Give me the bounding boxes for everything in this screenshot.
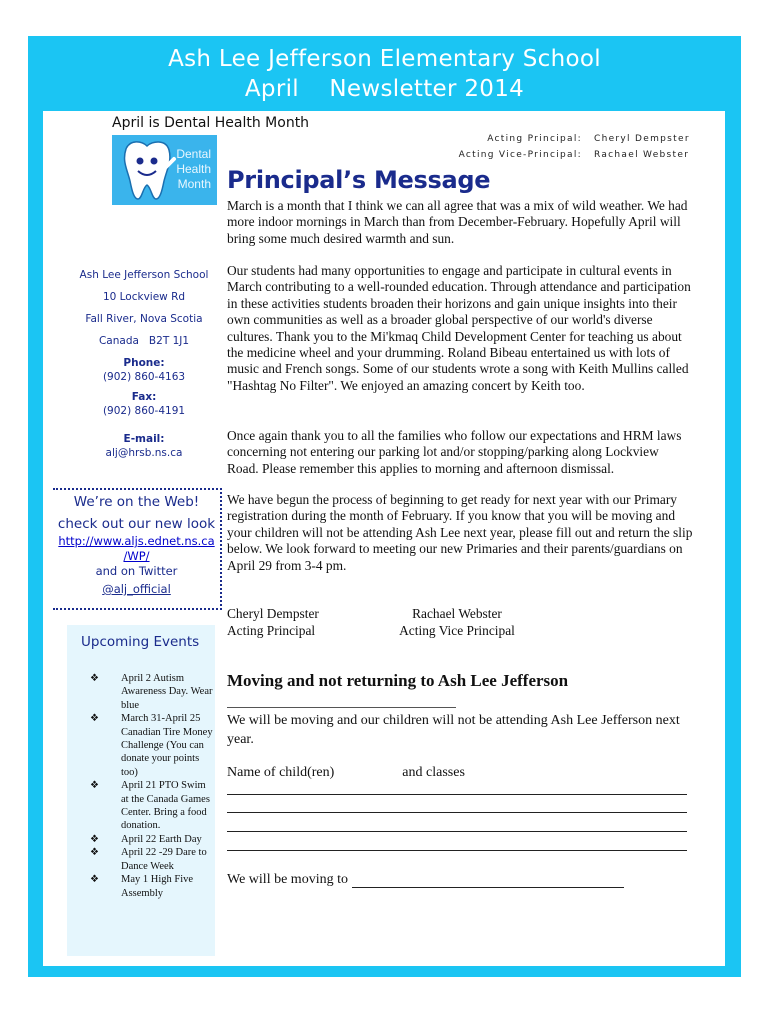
diamond-bullet-icon: ❖: [90, 780, 99, 792]
fax-block: [58, 390, 230, 418]
list-item: ❖ April 21 PTO Swim at the Canada Games Center. Bring a food donation.: [90, 780, 210, 832]
list-item: ❖ April 2 Autism Awareness Day. Wear blue: [90, 673, 213, 711]
principal-signature: Cheryl Dempster Acting Principal: [227, 606, 319, 638]
street-address: 10 Lockview Rd: [102, 291, 186, 303]
tooth-icon: [116, 137, 178, 203]
fax-label: Fax:: [131, 391, 157, 403]
principal-message-title: Principal’s Message: [227, 166, 491, 194]
child-name-line[interactable]: [227, 831, 687, 832]
message-paragraph: Our students had many opportunities to engage and participate in cultural events in March contributing to a well-rounded education. Through attendance and participation in these activities students broaden their horizons and gain unique insights into their own communities as well as a broader global perspective of our world's diverse cultures. Thank you to the Mi'kmaq Child Development Center for teaching us about the medicine wheel and your drumming. Roland Bibeau entertained us with lots of music and French songs. Some of our students wrote a song with Keith Mullins called "Hashtag No Filter". We enjoyed an amazing concert by Keith too.: [227, 263, 691, 393]
classes-label: and classes: [402, 765, 465, 780]
child-names-label: Name of child(ren): [227, 765, 335, 780]
email-address[interactable]: alj@hrsb.ns.ca: [105, 447, 183, 459]
moving-to-label: We will be moving to: [227, 872, 348, 887]
school-name: Ash Lee Jefferson School: [79, 269, 209, 281]
diamond-bullet-icon: ❖: [90, 833, 99, 845]
message-paragraph: March is a month that I think we can all agree that was a mix of wild weather. We had more indoor mornings in March than from December-February. Hopefully April will bring some much desired warmth and sun.: [227, 198, 688, 246]
web-heading: We’re on the Web!: [73, 494, 200, 510]
phone-number: (902) 860-4163: [102, 371, 186, 383]
postal-address: Canada B2T 1J1: [98, 335, 190, 347]
twitter-caption: and on Twitter: [95, 564, 178, 578]
city-address: Fall River, Nova Scotia: [85, 313, 203, 325]
website-link[interactable]: http://www.aljs.ednet.ns.ca /WP/: [58, 534, 215, 563]
school-address: [58, 268, 230, 466]
diamond-bullet-icon: ❖: [90, 713, 99, 725]
list-item: ❖ April 22 -29 Dare to Dance Week: [90, 847, 207, 872]
email-block: [58, 432, 230, 460]
return-slip-statement: We will be moving and our children will not be attending Ash Lee Jefferson next year.: [227, 713, 680, 747]
child-names-label-row: [227, 765, 465, 781]
school-title: Ash Lee Jefferson Elementary School: [168, 46, 601, 72]
moving-to-row: [227, 872, 624, 888]
officer-names: [594, 131, 734, 163]
phone-block: [58, 356, 230, 384]
child-name-line[interactable]: [227, 850, 687, 851]
return-slip-title: Moving and not returning to Ash Lee Jefferson: [227, 671, 569, 690]
fax-number: (902) 860-4191: [102, 405, 186, 417]
child-name-line[interactable]: [227, 794, 687, 795]
email-label: E-mail:: [123, 433, 165, 445]
twitter-handle-link[interactable]: @alj_official: [102, 582, 171, 596]
moving-to-field[interactable]: [352, 873, 624, 888]
title-underline: [227, 707, 456, 708]
principal-label: Acting Principal:: [487, 134, 582, 144]
dental-month-caption: April is Dental Health Month: [112, 115, 310, 131]
dental-image-text: Dental Health Month: [176, 147, 211, 191]
diamond-bullet-icon: ❖: [90, 847, 99, 859]
message-paragraph: We have begun the process of beginning to get ready for next year with our Primary registration during the month of February. If you know that you will be moving and your children will not be attending Ash Lee next year, please fill out and return the slip below. We look forward to meeting our new Primaries and their parents/guardians on April 29 from 3-4 pm.: [227, 492, 693, 573]
officer-labels: [442, 131, 582, 163]
child-name-line[interactable]: [227, 812, 687, 813]
vice-principal-signature: Rachael Webster Acting Vice Principal: [399, 606, 515, 638]
diamond-bullet-icon: ❖: [90, 673, 99, 684]
principal-name: Cheryl Dempster: [594, 134, 690, 144]
list-item: ❖ March 31-April 25 Canadian Tire Money Challenge (You can donate your points too): [90, 713, 213, 778]
upcoming-events-panel: [67, 625, 215, 956]
list-item: ❖ April 22 Earth Day: [90, 833, 202, 845]
upcoming-events-title: Upcoming Events: [81, 634, 200, 650]
newsletter-title: April Newsletter 2014: [244, 76, 525, 102]
diamond-bullet-icon: ❖: [90, 874, 99, 886]
newsletter-header: [28, 44, 741, 104]
list-item: ❖ May 1 High Five Assembly: [90, 874, 194, 899]
vice-principal-name: Rachael Webster: [594, 150, 690, 160]
message-paragraph: Once again thank you to all the families who follow our expectations and HRM laws concerning not entering our parking lot and/or stopping/parking along Lockview Road. Please remember this applies to morning and afternoon dismissal.: [227, 428, 682, 476]
web-callout: [53, 488, 222, 610]
phone-label: Phone:: [123, 357, 165, 369]
dental-health-image: [112, 135, 217, 205]
events-list: [67, 672, 215, 900]
web-subheading: check out our new look: [57, 516, 216, 532]
vice-principal-label: Acting Vice-Principal:: [458, 150, 582, 160]
